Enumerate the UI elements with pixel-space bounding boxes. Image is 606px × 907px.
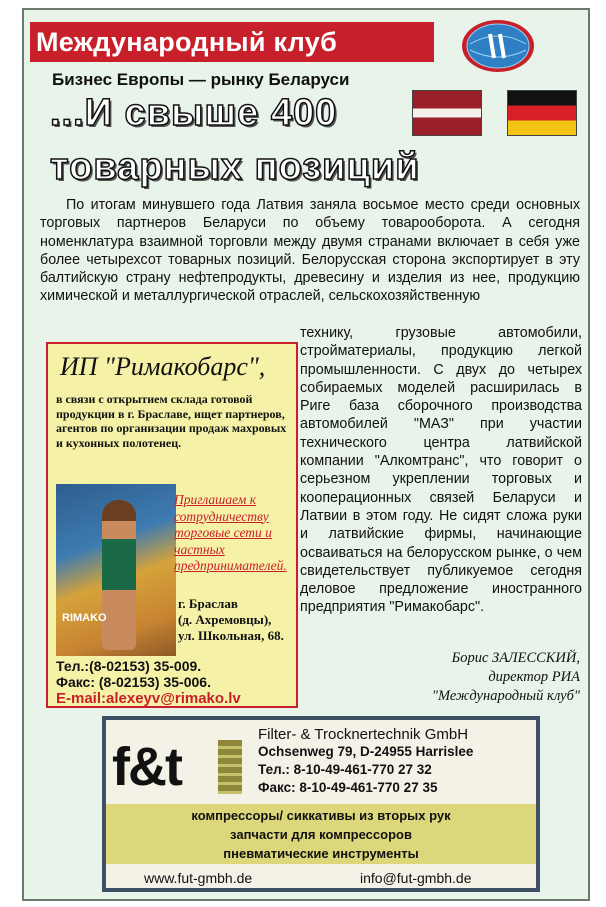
rimako-logo: RIMAKO <box>62 612 107 624</box>
ft-website: www.fut-gmbh.de <box>144 870 253 886</box>
globe-logo-icon <box>460 18 536 74</box>
rimakobars-address <box>178 596 298 644</box>
ft-product-item: пневматические инструменты <box>223 846 419 861</box>
ft-fax: Факс: 8-10-49-461-770 27 35 <box>258 780 438 795</box>
article-body-top: По итогам минувшего года Латвия заняла восьмое место среди основных торговых партнеров Беларуси по объему товарооборота. А сегодня номенклатура взаимной торговли между двумя странами включает в себя уже более четырехсот товарных позиций. Белорусская сторона экспортирует в эту балтийскую страну нефтепродукты, древесину и изделия из нее, продукцию химической и металлургической отраслей, сельскохозяйственную <box>40 197 580 305</box>
ft-address: Ochsenweg 79, D-24955 Harrislee <box>258 744 474 759</box>
ft-product-item: компрессоры/ сиккативы из вторых рук <box>191 808 451 823</box>
ft-company-name: Filter- & Trocknertechnik GmbH <box>258 726 469 743</box>
rubric-banner: Международный клуб <box>30 22 434 62</box>
article-author-position: директор РИА <box>488 669 580 685</box>
rimakobars-fax: Факс: (8-02153) 35-006. <box>56 674 211 690</box>
ft-logo-stripes <box>218 740 242 794</box>
rimakobars-tel: Тел.:(8-02153) 35-009. <box>56 658 202 674</box>
headline-line-2: товарных позиций <box>50 146 420 188</box>
address-street: ул. Школьная, 68. <box>178 628 284 643</box>
ft-logo <box>112 732 240 802</box>
address-city: г. Браслав <box>178 596 238 611</box>
article-author: Борис ЗАЛЕССКИЙ, <box>451 650 580 666</box>
ft-ad <box>102 716 540 892</box>
ft-tel: Тел.: 8-10-49-461-770 27 32 <box>258 762 432 777</box>
rimakobars-ad <box>46 342 298 708</box>
article-kicker: Бизнес Европы — рынку Беларуси <box>52 70 350 89</box>
address-village: (д. Ахремовцы), <box>178 612 272 627</box>
article-body-right: технику, грузовые автомобили, стройматериалы, продукцию легкой промышленности. С двух до четырех собираемых моделей расширилась в Риге база сборочного производства автомобилей "МАЗ" при участии технического центра латвийской компании "Алкомтранс", что говорит о серьезном укреплении торговых и кооперационных связей Беларуси и Латвии в этом году. Не сидят сложа руки и латвийские фирмы, начинающие осваиваться на белорусском рынке, о чем свидетельствует публикуемое сегодня деловое предложение иностранного предприятия "Римакобарс". <box>300 325 582 616</box>
ft-email: info@fut-gmbh.de <box>360 870 472 886</box>
rimakobars-title: ИП "Римакобарс", <box>60 352 266 381</box>
latvia-flag-icon <box>412 90 482 136</box>
ft-product-item: запчасти для компрессоров <box>230 827 412 842</box>
headline-line-1: ...И свыше 400 <box>50 92 338 134</box>
rimakobars-email: E-mail:alexeyv@rimako.lv <box>56 690 241 707</box>
ft-products <box>106 804 536 864</box>
rimakobars-description: в связи с открытием склада готовой продукции в г. Браславе, ищет партнеров, агентов по организации продаж махровых и кухонных полотенец. <box>56 392 287 450</box>
article-publication: "Международный клуб" <box>431 688 580 704</box>
newspaper-page <box>22 8 590 901</box>
rimakobars-photo <box>56 484 176 656</box>
rimakobars-invite: Приглашаем к сотрудничеству торговые сети и частных предпринимателей. <box>174 492 287 573</box>
germany-flag-icon <box>507 90 577 136</box>
ft-logo-text: f&t <box>112 737 181 797</box>
